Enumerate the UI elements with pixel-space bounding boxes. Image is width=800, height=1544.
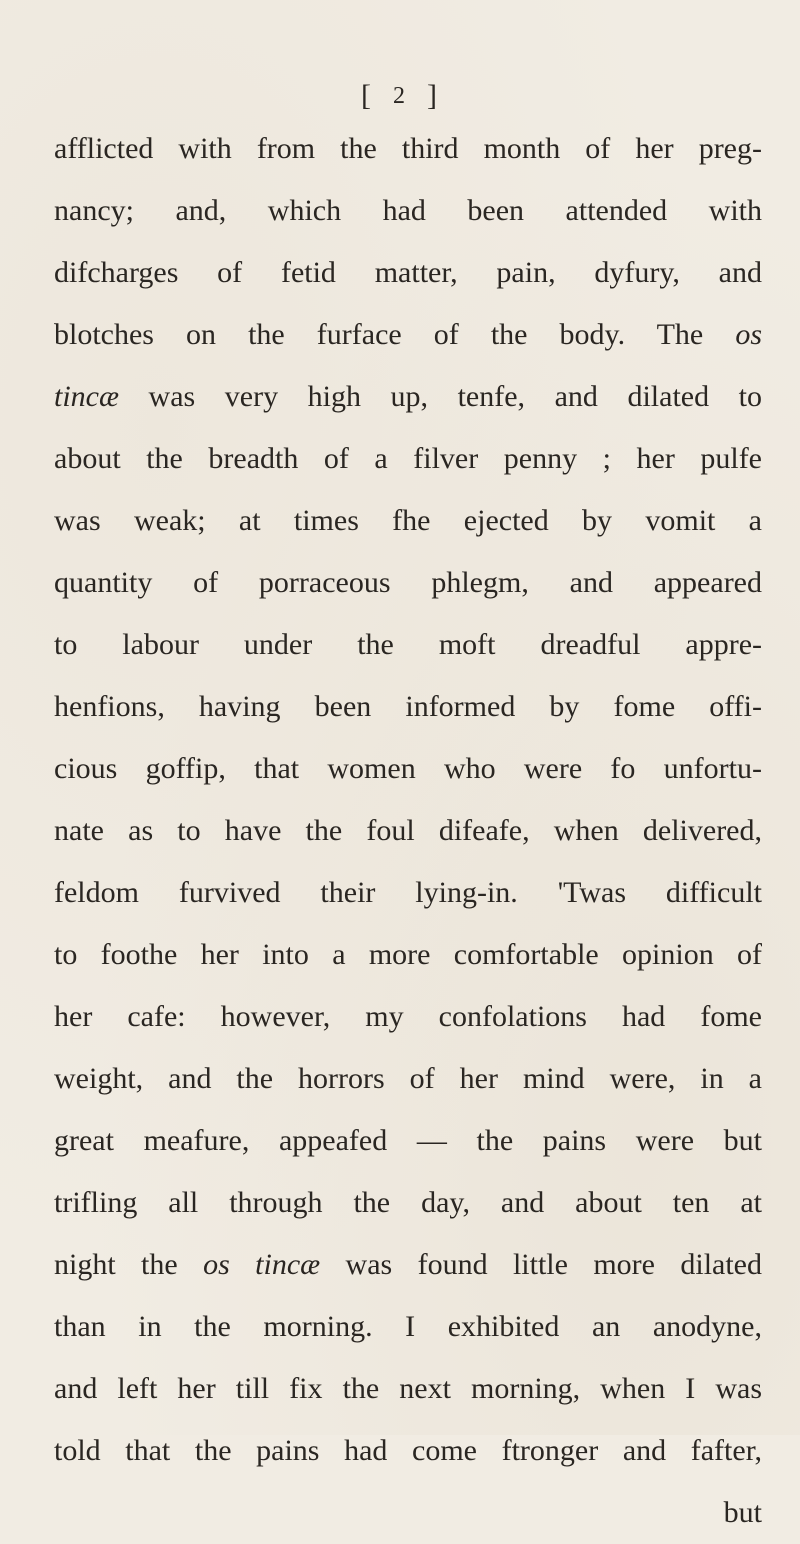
text-line xyxy=(54,1048,762,1110)
text-run: blotches on the furface of the body. The xyxy=(54,318,736,351)
text-run: feldom furvived their lying-in. 'Twas difficult xyxy=(54,876,762,909)
text-run: henfions, having been informed by fome offi- xyxy=(54,690,762,723)
text-line xyxy=(54,614,762,676)
page-number xyxy=(0,76,800,116)
text-run: and left her till fix the next morning, when I was xyxy=(54,1372,762,1405)
text-run: to foothe her into a more comfortable opinion of xyxy=(54,938,762,971)
text-line xyxy=(54,242,762,304)
text-line xyxy=(54,800,762,862)
text-line xyxy=(54,986,762,1048)
text-run: to labour under the moft dreadful appre- xyxy=(54,628,762,661)
text-run: her cafe: however, my confolations had fome xyxy=(54,1000,762,1033)
text-line xyxy=(54,490,762,552)
text-run: trifling all through the day, and about ten at xyxy=(54,1186,762,1219)
text-line xyxy=(54,1110,762,1172)
text-line xyxy=(54,924,762,986)
text-run: weight, and the horrors of her mind were, in a xyxy=(54,1062,762,1095)
text-line xyxy=(54,1358,762,1420)
text-line xyxy=(54,428,762,490)
text-run: afflicted with from the third month of her preg- xyxy=(54,132,762,165)
text-run: quantity of porraceous phlegm, and appeared xyxy=(54,566,762,599)
text-run: told that the pains had come ftronger and fafter, xyxy=(54,1434,762,1467)
text-line xyxy=(54,552,762,614)
text-line xyxy=(54,118,762,180)
text-line xyxy=(54,1296,762,1358)
text-line xyxy=(54,1172,762,1234)
text-run: about the breadth of a filver penny ; her pulfe xyxy=(54,442,762,475)
catchword xyxy=(700,1482,762,1544)
text-line xyxy=(54,738,762,800)
text-run: nate as to have the foul difeafe, when delivered, xyxy=(54,814,762,847)
text-run: was found little more dilated xyxy=(320,1248,762,1281)
page-number-value: 2 xyxy=(393,83,407,109)
page-number-open-bracket: [ xyxy=(361,79,373,112)
text-line xyxy=(54,366,762,428)
text-run: was weak; at times fhe ejected by vomit a xyxy=(54,504,762,537)
page-number-close-bracket: ] xyxy=(427,79,439,112)
text-line xyxy=(54,862,762,924)
text-line xyxy=(54,1234,762,1296)
italic-term: tincæ xyxy=(54,380,119,413)
text-run: than in the morning. I exhibited an anodyne, xyxy=(54,1310,762,1343)
italic-term: os xyxy=(735,318,762,351)
text-run: difcharges of fetid matter, pain, dyfury, and xyxy=(54,256,762,289)
text-run: cious goffip, that women who were fo unfortu- xyxy=(54,752,762,785)
text-line xyxy=(54,304,762,366)
text-run: night the xyxy=(54,1248,204,1281)
text-run: nancy; and, which had been attended with xyxy=(54,194,762,227)
text-line xyxy=(54,676,762,738)
text-run: was very high up, tenfe, and dilated to xyxy=(119,380,762,413)
text-run: but xyxy=(723,1496,762,1529)
text-run: great meafure, appeafed — the pains were but xyxy=(54,1124,762,1157)
text-line xyxy=(54,180,762,242)
text-line xyxy=(54,1420,762,1482)
italic-term: os tincæ xyxy=(203,1248,321,1281)
